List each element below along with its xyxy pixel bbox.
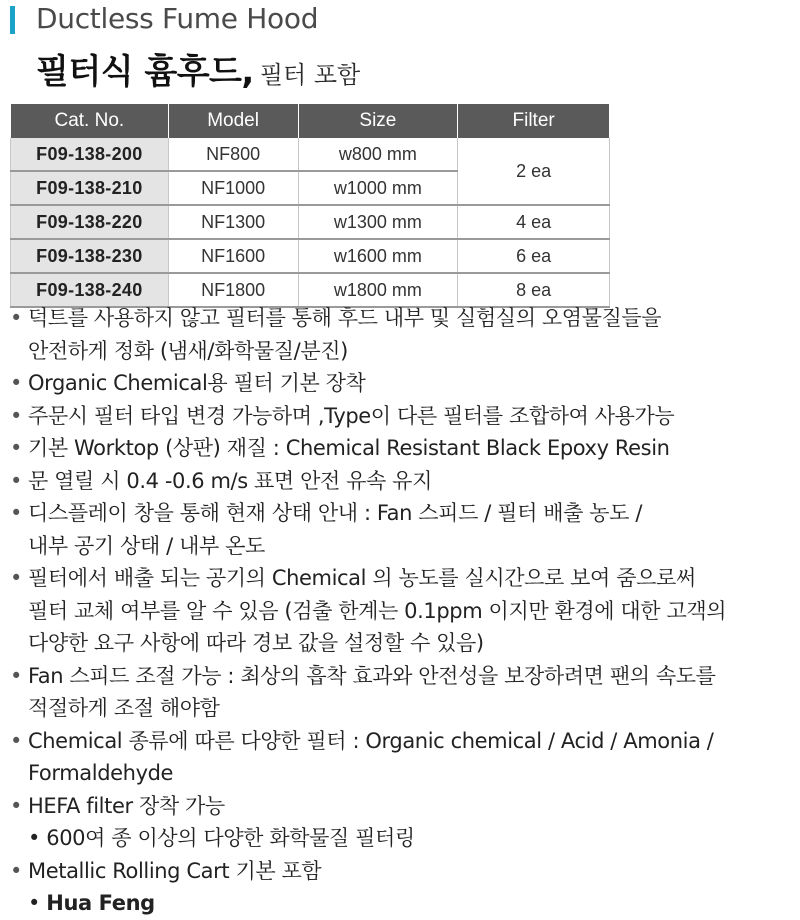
list-item	[10, 367, 795, 400]
cell-filter: 8 ea	[458, 273, 610, 307]
cell-cat-no: F09-138-240	[11, 273, 169, 307]
table-header-row	[11, 104, 610, 138]
list-item	[10, 725, 795, 790]
table-row	[11, 138, 610, 171]
feature-text-line: • Fan 스피드 조절 가능 : 최상의 흡착 효과와 안전성을 보장하려면 팬의 속도를	[28, 663, 716, 688]
cell-model: NF800	[168, 138, 298, 171]
feature-text-line: • 덕트를 사용하지 않고 필터를 통해 후드 내부 및 실험실의 오염물질들을	[28, 306, 662, 330]
feature-text-line: 다양한 요구 사항에 따라 경보 값을 설정할 수 있음)	[28, 631, 484, 655]
list-item	[10, 400, 795, 433]
brand-name: Hua Feng	[46, 891, 155, 915]
list-item	[10, 302, 795, 367]
list-item	[10, 432, 795, 465]
list-item	[10, 855, 795, 920]
cell-cat-no: F09-138-210	[11, 171, 169, 205]
title-korean-main: 필터식 흄후드,	[36, 52, 254, 92]
feature-secondary-item: • 600여 종 이상의 다양한 화학물질 필터링	[28, 826, 415, 850]
feature-text-line: • 기본 Worktop (상판) 재질 : Chemical Resistant Black Epoxy Resin	[28, 436, 670, 460]
feature-secondary-text: 600여 종 이상의 다양한 화학물질 필터링	[46, 826, 415, 850]
cell-size: w800 mm	[298, 138, 458, 171]
cell-cat-no: F09-138-200	[11, 138, 169, 171]
cell-cat-no: F09-138-230	[11, 239, 169, 273]
cell-filter-merged: 2 ea	[458, 138, 610, 205]
list-item	[10, 465, 795, 498]
cell-cat-no: F09-138-220	[11, 205, 169, 239]
feature-text-line: • 필터에서 배출 되는 공기의 Chemical 의 농도를 실시간으로 보여 줌으로써	[28, 566, 696, 590]
feature-list	[10, 302, 795, 920]
cell-model: NF1600	[168, 239, 298, 273]
column-header-filter: Filter	[458, 104, 610, 138]
list-item	[10, 790, 795, 855]
feature-text-line: • 주문시 필터 타입 변경 가능하며 ,Type이 다른 필터를 조합하여 사용가능	[28, 403, 675, 428]
cell-model: NF1300	[168, 205, 298, 239]
table-row	[11, 239, 610, 273]
column-header-model: Model	[168, 104, 298, 138]
feature-text-line: • Chemical 종류에 따른 다양한 필터 : Organic chemical / Acid / Amonia /	[28, 728, 714, 753]
column-header-size: Size	[298, 104, 458, 138]
feature-text-line: Formaldehyde	[28, 761, 174, 785]
title-korean-subtitle: 필터 포함	[259, 61, 361, 89]
feature-text-line: 내부 공기 상태 / 내부 온도	[28, 533, 265, 558]
page-title-english: Ductless Fume Hood	[36, 2, 319, 35]
feature-text-line: • Organic Chemical용 필터 기본 장착	[28, 371, 366, 395]
list-item	[10, 497, 795, 562]
cell-model: NF1800	[168, 273, 298, 307]
cell-filter: 6 ea	[458, 239, 610, 273]
list-item	[10, 660, 795, 725]
page-title-korean	[36, 44, 360, 93]
cell-model: NF1000	[168, 171, 298, 205]
feature-text-line: • 디스플레이 창을 통해 현재 상태 안내 : Fan 스피드 / 필터 배출 농도 /	[28, 501, 642, 525]
table-row	[11, 205, 610, 239]
title-accent-bar	[10, 6, 15, 34]
feature-text-line: 적절하게 조절 해야함	[28, 696, 220, 720]
cell-size: w1000 mm	[298, 171, 458, 205]
feature-text-line: • Metallic Rolling Cart 기본 포함	[28, 858, 322, 883]
feature-text-line: 필터 교체 여부를 알 수 있음 (검출 한계는 0.1ppm 이지만 환경에 대한 고객의	[28, 598, 727, 623]
feature-text-line: • HEFA filter 장착 가능	[28, 793, 225, 818]
feature-text-line: • 문 열릴 시 0.4 -0.6 m/s 표면 안전 유속 유지	[28, 468, 432, 493]
cell-size: w1300 mm	[298, 205, 458, 239]
cell-size: w1600 mm	[298, 239, 458, 273]
feature-text-line: 안전하게 정화 (냄새/화학물질/분진)	[28, 338, 348, 363]
spec-table	[10, 104, 610, 308]
cell-filter: 4 ea	[458, 205, 610, 239]
column-header-cat-no: Cat. No.	[11, 104, 169, 138]
list-item	[10, 562, 795, 660]
feature-secondary-item: • Hua Feng	[28, 891, 155, 915]
cell-size: w1800 mm	[298, 273, 458, 307]
